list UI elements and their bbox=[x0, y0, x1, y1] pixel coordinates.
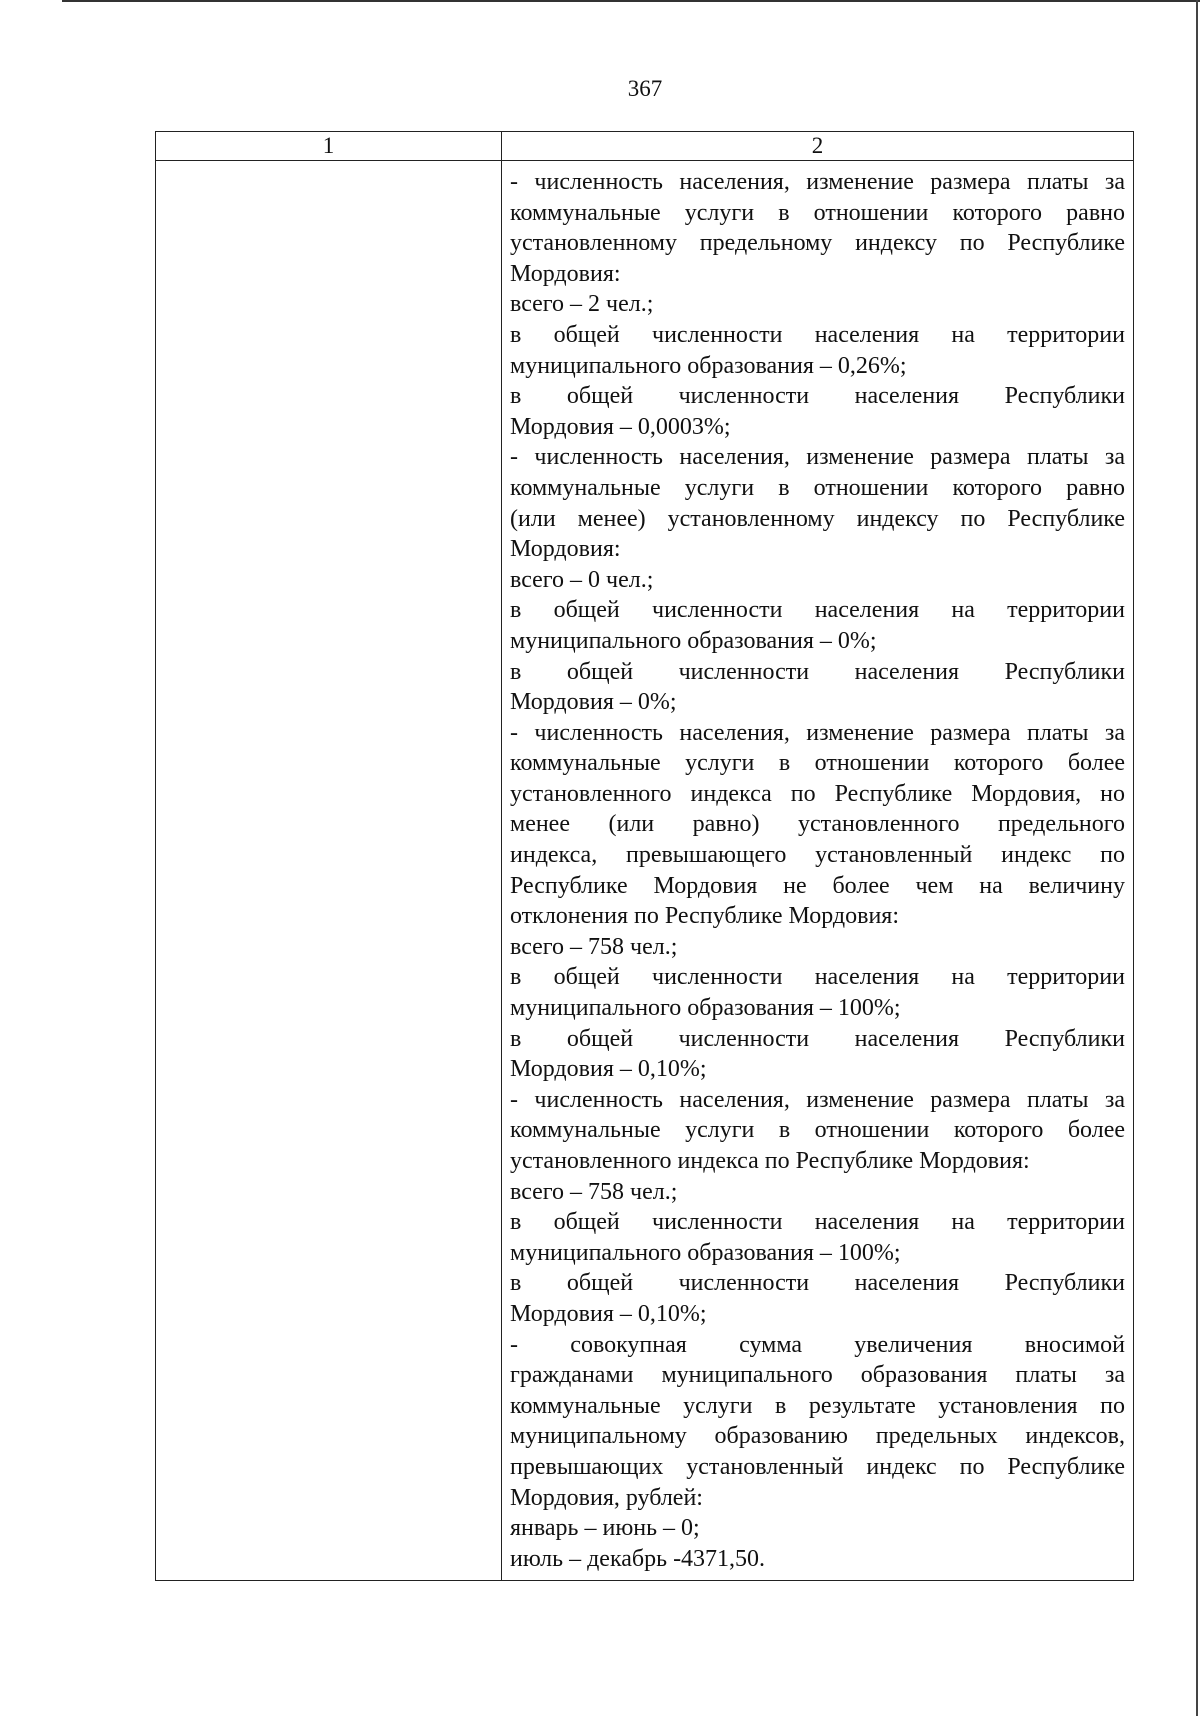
text-line: - численность населения, изменение размера платы за bbox=[510, 1086, 1125, 1113]
text-line: Мордовия – 0,0003%; bbox=[510, 413, 731, 440]
text-line: Мордовия: bbox=[510, 260, 621, 287]
text-line: отклонения по Республике Мордовия: bbox=[510, 903, 900, 930]
text-line: коммунальные услуги в отношении которого более bbox=[510, 750, 1125, 777]
column-header-1: 1 bbox=[156, 132, 502, 161]
text-line: установленного индекса по Республике Мордовия: bbox=[510, 1148, 1030, 1174]
text-line: установленному предельному индексу по Республике bbox=[510, 230, 1125, 257]
text-line: менее (или равно) установленного предельного bbox=[510, 811, 1125, 838]
table-row bbox=[156, 161, 1134, 1581]
text-line: муниципального образования – 100%; bbox=[510, 1239, 901, 1266]
text-line: индекса, превышающего установленный индекс по bbox=[510, 842, 1125, 869]
text-line: коммунальные услуги в отношении которого равно bbox=[510, 474, 1125, 501]
text-line: (или менее) установленному индексу по Республике bbox=[510, 505, 1125, 532]
text-line: - совокупная сумма увеличения вносимой bbox=[510, 1331, 1125, 1358]
text-line: в общей численности населения на территории bbox=[510, 321, 1125, 348]
text-line: коммунальные услуги в результате установления по bbox=[510, 1392, 1125, 1419]
text-line: всего – 0 чел.; bbox=[510, 566, 654, 593]
text-line: превышающих установленный индекс по Республике bbox=[510, 1453, 1125, 1480]
document-table bbox=[155, 131, 1134, 1581]
text-line: в общей численности населения на территории bbox=[510, 964, 1125, 991]
text-line: в общей численности населения на территории bbox=[510, 597, 1125, 624]
text-line: в общей численности населения Республики bbox=[510, 658, 1125, 685]
text-line: муниципального образования – 100%; bbox=[510, 995, 901, 1022]
text-line: - численность населения, изменение размера платы за bbox=[510, 444, 1125, 471]
table-header-row bbox=[156, 132, 1134, 161]
text-line: муниципального образования – 0%; bbox=[510, 627, 877, 654]
text-line: в общей численности населения Республики bbox=[510, 383, 1125, 410]
text-line: - численность населения, изменение размера платы за bbox=[510, 169, 1125, 195]
text-line: Республике Мордовия не более чем на величину bbox=[510, 872, 1125, 899]
text-line: всего – 758 чел.; bbox=[510, 933, 678, 960]
column-2-text bbox=[510, 167, 1125, 1574]
text-line: муниципальному образованию предельных индексов, bbox=[510, 1423, 1125, 1450]
scan-right-border bbox=[1196, 0, 1198, 1716]
text-line: июль – декабрь -4371,50. bbox=[510, 1545, 766, 1572]
text-line: коммунальные услуги в отношении которого более bbox=[510, 1117, 1125, 1144]
text-line: всего – 2 чел.; bbox=[510, 291, 654, 318]
text-line: всего – 758 чел.; bbox=[510, 1178, 678, 1205]
scan-top-border bbox=[62, 0, 1200, 2]
text-line: Мордовия, рублей: bbox=[510, 1484, 703, 1511]
text-line: Мордовия – 0%; bbox=[510, 689, 677, 716]
text-line: гражданами муниципального образования платы за bbox=[510, 1362, 1125, 1389]
text-line: январь – июнь – 0; bbox=[510, 1515, 700, 1542]
column-header-2: 2 bbox=[502, 132, 1134, 161]
text-line: Мордовия: bbox=[510, 536, 621, 563]
text-line: в общей численности населения Республики bbox=[510, 1270, 1125, 1297]
text-line: установленного индекса по Республике Мордовия, но bbox=[510, 780, 1125, 807]
page-number: 367 bbox=[627, 76, 663, 101]
text-line: муниципального образования – 0,26%; bbox=[510, 352, 907, 379]
text-line: коммунальные услуги в отношении которого равно bbox=[510, 199, 1125, 226]
text-line: Мордовия – 0,10%; bbox=[510, 1300, 707, 1327]
text-line: в общей численности населения на территории bbox=[510, 1209, 1125, 1236]
text-line: Мордовия – 0,10%; bbox=[510, 1056, 707, 1083]
text-line: - численность населения, изменение размера платы за bbox=[510, 719, 1125, 746]
column-2-cell bbox=[502, 161, 1134, 1581]
text-line: в общей численности населения Республики bbox=[510, 1025, 1125, 1052]
column-1-cell bbox=[156, 161, 502, 1581]
